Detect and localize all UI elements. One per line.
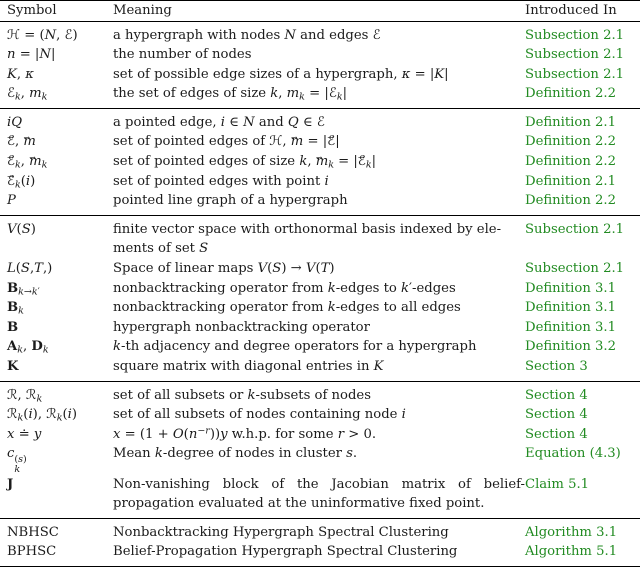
table-row [0, 220, 640, 259]
table-row [0, 65, 640, 85]
meaning-cell: nonbacktracking operator from k-edges to all edges [113, 300, 461, 316]
meaning-cell: Non-vanishing block of the Jacobian matrix of belief-propagation evaluated at the uninformative fixed point. [113, 476, 525, 512]
meaning-cell: $x = (1 + O(n^{-r}))y$ w.h.p. for some r > 0. [113, 425, 377, 442]
column-header-meaning: Meaning [113, 3, 172, 18]
table-row [0, 542, 640, 562]
symbol-cell: NBHSC [7, 524, 59, 540]
meaning-cell: set of pointed edges with point i [113, 173, 329, 189]
meaning-cell: square matrix with diagonal entries in K [113, 359, 384, 374]
meaning-cell: set of possible edge sizes of a hypergraph, κ = |K| [113, 66, 449, 82]
introduced-reference-link[interactable]: Definition 3.1 [525, 300, 616, 316]
meaning-cell: a hypergraph with nodes N and edges ℰ [113, 27, 381, 43]
introduced-reference-link[interactable]: Section 4 [525, 387, 588, 403]
symbol-cell: c (s) k [7, 446, 27, 476]
table-row [0, 357, 640, 377]
introduced-reference-link[interactable]: Subsection 2.1 [525, 221, 625, 237]
meaning-cell: set of all subsets or k-subsets of nodes [113, 387, 371, 403]
meaning-cell: Belief-Propagation Hypergraph Spectral Clustering [113, 544, 458, 560]
meaning-cell: pointed line graph of a hypergraph [113, 193, 348, 209]
symbol-cell: $B_k$ [7, 300, 24, 317]
introduced-reference-link[interactable]: Definition 3.2 [525, 339, 616, 355]
meaning-cell: finite vector space with orthonormal basis indexed by ele- ments of set S [113, 221, 502, 257]
symbol-cell: BPHSC [7, 544, 57, 560]
table-section [0, 22, 640, 109]
introduced-reference-link[interactable]: Definition 2.2 [525, 86, 616, 102]
table-section [0, 519, 640, 566]
introduced-reference-link[interactable]: Definition 2.1 [525, 173, 616, 189]
table-row [0, 475, 640, 514]
meaning-cell: set of pointed edges of ℋ, m → = |ℰ →| [113, 132, 525, 152]
meaning-cell: Mean k-degree of nodes in cluster s. [113, 446, 358, 462]
meaning-cell: hypergraph nonbacktracking operator [113, 319, 370, 335]
symbol-cell: K [7, 359, 19, 374]
introduced-reference-link[interactable]: Section 4 [525, 426, 588, 442]
introduced-reference-link[interactable]: Algorithm 5.1 [525, 544, 618, 560]
introduced-reference-link[interactable]: Algorithm 3.1 [525, 524, 618, 540]
table-row [0, 523, 640, 543]
introduced-reference-link[interactable]: Definition 2.1 [525, 114, 616, 130]
introduced-reference-link[interactable]: Definition 3.1 [525, 319, 616, 335]
symbol-cell: ℰ $\to_k(i)$ [7, 172, 113, 192]
table-row [0, 172, 640, 192]
table-row [0, 386, 640, 406]
symbol-cell: ℛ, ℛ$_k$ [7, 387, 43, 404]
table-row [0, 444, 640, 474]
meaning-cell: Nonbacktracking Hypergraph Spectral Clustering [113, 524, 449, 540]
table-row [0, 337, 640, 357]
symbol-cell: x ≐ y [7, 426, 42, 442]
symbol-cell: ℰ$_k$, $m_k$ [7, 86, 48, 103]
symbol-cell: ℛ$_k$(i), ℛ$_k$(i) [7, 407, 78, 424]
symbol-cell: L(S,T,) [7, 261, 53, 277]
introduced-reference-link[interactable]: Subsection 2.1 [525, 66, 625, 82]
symbol-cell: ℰ →, m → [7, 132, 113, 152]
symbol-cell: $B_{k\to k'}$ [7, 280, 40, 297]
introduced-reference-link[interactable]: Section 4 [525, 407, 588, 423]
table-row [0, 84, 640, 104]
meaning-cell: k-th adjacency and degree operators for a hypergraph [113, 339, 477, 355]
meaning-cell: nonbacktracking operator from k-edges to k′-edges [113, 280, 456, 296]
table-row [0, 259, 640, 279]
table-header-row [0, 1, 640, 22]
table-row [0, 318, 640, 338]
table-row [0, 191, 640, 211]
table-row [0, 45, 640, 65]
table-section [0, 382, 640, 519]
symbol-cell: V(S) [7, 221, 36, 237]
introduced-reference-link[interactable]: Equation (4.3) [525, 446, 621, 462]
meaning-cell: Space of linear maps V(S) → V(T) [113, 261, 335, 277]
symbol-cell: $A_k$, $D_k$ [7, 339, 49, 356]
symbol-cell: n = |N| [7, 47, 56, 63]
meaning-cell: the set of edges of size k, $m_k$ = |ℰ$_k$| [113, 86, 348, 103]
column-header-introduced-in: Introduced In [525, 3, 617, 18]
table-row [0, 152, 640, 172]
introduced-reference-link[interactable]: Definition 2.2 [525, 134, 616, 150]
introduced-reference-link[interactable]: Subsection 2.1 [525, 47, 625, 63]
table-row [0, 425, 640, 445]
table-row [0, 279, 640, 299]
symbol-cell: ℋ = (N, ℰ) [7, 27, 78, 43]
introduced-reference-link[interactable]: Section 3 [525, 359, 588, 374]
table-row [0, 113, 640, 133]
introduced-reference-link[interactable]: Definition 2.2 [525, 193, 616, 209]
symbol-cell: P [7, 193, 16, 209]
introduced-reference-link[interactable]: Claim 5.1 [525, 476, 590, 492]
table-row [0, 405, 640, 425]
table-row [0, 298, 640, 318]
meaning-cell: set of pointed edges of size k, $m \to_k$ = |ℰ $\to_k|$ [113, 152, 525, 172]
introduced-reference-link[interactable]: Subsection 2.1 [525, 261, 625, 277]
meaning-cell: a pointed edge, i ∈ N and Q ∈ ℰ [113, 114, 325, 130]
symbol-cell: ℰ $\to_k$, $m \to_k$ [7, 152, 113, 172]
introduced-reference-link[interactable]: Definition 2.2 [525, 154, 616, 170]
introduced-reference-link[interactable]: Definition 3.1 [525, 280, 616, 296]
introduced-reference-link[interactable]: Subsection 2.1 [525, 27, 625, 43]
table-section [0, 216, 640, 382]
symbol-cell: J [7, 476, 14, 492]
meaning-cell: set of all subsets of nodes containing node i [113, 407, 406, 423]
symbol-cell: iQ [7, 114, 23, 130]
meaning-cell: the number of nodes [113, 47, 252, 63]
symbol-cell: K, κ [7, 66, 34, 82]
symbol-cell: B [7, 319, 19, 335]
column-header-symbol: Symbol [7, 3, 57, 18]
table-row [0, 26, 640, 46]
table-section [0, 109, 640, 216]
table-body [0, 22, 640, 567]
